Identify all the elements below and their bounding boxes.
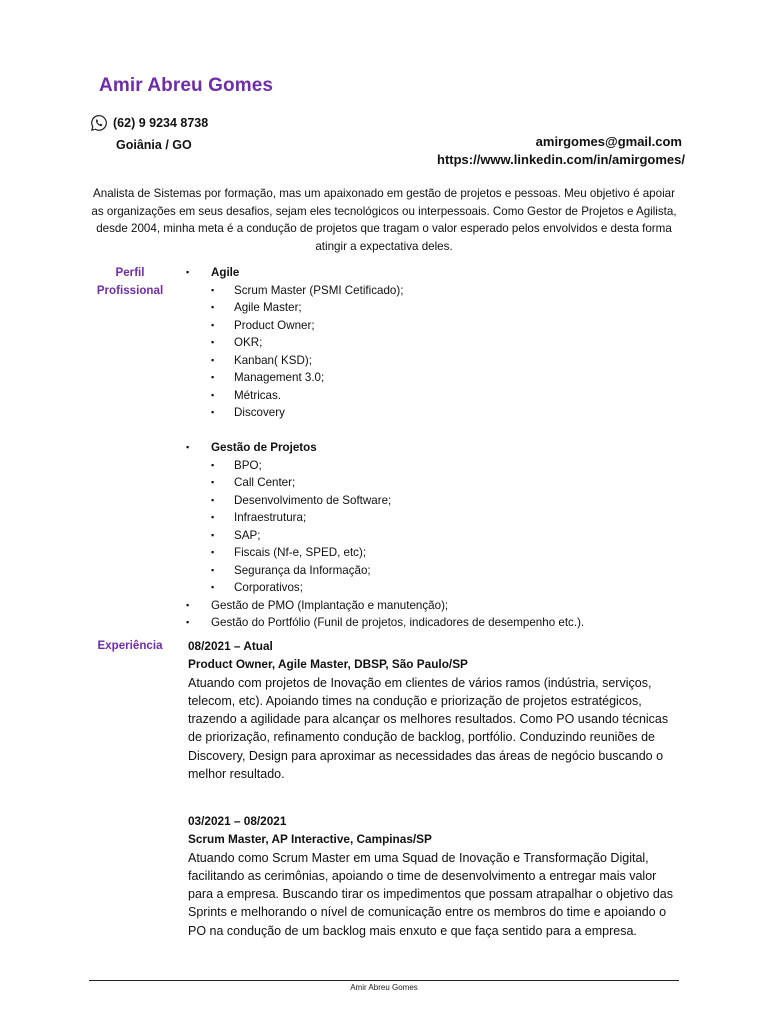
list-item [186,439,686,457]
list-item: ▪ Gestão do Portfólio (Funil de projetos, indicadores de desempenho etc.). [186,614,686,632]
job-period: 03/2021 – 08/2021 [188,814,287,828]
job-description: Atuando como Scrum Master em uma Squad de Inovação e Transformação Digital, facilitando as cerimônias, apoiando o time de desenvolvimento a entregar mais valor para a empresa. Buscando tirar os impedimentos que possam atrapalhar o objetivo das Sprints e melhorando o nível de comunicação entre os membros do time e apoiando o PO na condução de um backlog mais enxuto e que faça sentido para a empresa. [188,850,673,938]
section-label-experience: Experiência [97,639,163,652]
job-period: 08/2021 – Atual [188,639,273,653]
list-item: ▪ Kanban( KSD); [211,352,686,370]
list-item: ▪ Gestão de PMO (Implantação e manutenção); [186,597,686,615]
linkedin-url[interactable]: https://www.linkedin.com/in/amirgomes/ [437,152,685,167]
list-item: ▪ Call Center; [211,474,686,492]
project-items [211,457,686,597]
job-role: Scrum Master, AP Interactive, Campinas/SP [188,832,432,847]
section-label-profile: Perfil Profissional [96,266,164,297]
list-item [186,264,686,282]
footer-divider [89,980,679,981]
whatsapp-icon [90,114,108,132]
summary-paragraph: Analista de Sistemas por formação, mas um apaixonado em gestão de projetos e pessoas. Meu objetivo é apoiar as organizações em seus desafios, sejam eles tecnológicos ou interpessoais. Como Gestor de Projetos e Agilista, desde 2004, minha meta é a condução de projetos que tragam o valor esperado pelos envolvidos e desta forma atingir a expectativa deles. [91,187,677,253]
list-item: ▪ Product Owner; [211,317,686,335]
list-item: ▪ Scrum Master (PSMI Cetificado); [211,282,686,300]
list-item: ▪ Segurança da Informação; [211,562,686,580]
list-item: ▪ Métricas. [211,387,686,405]
candidate-name: Amir Abreu Gomes [99,75,274,96]
phone-line [90,114,208,132]
list-item: ▪ Desenvolvimento de Software; [211,492,686,510]
list-item: ▪ Management 3.0; [211,369,686,387]
job-description: Atuando com projetos de Inovação em clientes de vários ramos (indústria, serviços, telecom, etc). Apoiando times na condução e priorização de projetos estratégicos, trazendo a agilidade para alcançar os melhores resultados. Como PO usando técnicas de priorização, refinamento condução de backlog, portfólio. Conduzindo reuniões de Discovery, Design para aproximar as necessidades das áreas de negócio buscando o melhor resultado. [188,675,669,782]
experience-entry [188,637,678,783]
list-item: ▪ Infraestrutura; [211,509,686,527]
job-role: Product Owner, Agile Master, DBSP, São Paulo/SP [188,657,468,672]
experience-entry [188,812,678,940]
profile-list [186,264,686,632]
footer-text: Amir Abreu Gomes [350,983,418,992]
group-title-agile: Agile [211,266,240,279]
list-item: ▪ Agile Master; [211,299,686,317]
list-item: ▪ Corporativos; [211,579,686,597]
list-item: ▪ SAP; [211,527,686,545]
list-item: ▪ Discovery [211,404,686,422]
list-item: ▪ Fiscais (Nf-e, SPED, etc); [211,544,686,562]
city: Goiânia / GO [116,138,192,152]
agile-items [211,282,686,422]
list-item: ▪ BPO; [211,457,686,475]
group-title-projects: Gestão de Projetos [211,441,317,454]
email-address[interactable]: amirgomes@gmail.com [535,134,682,149]
phone-number: (62) 9 9234 8738 [113,116,209,130]
list-item: ▪ OKR; [211,334,686,352]
